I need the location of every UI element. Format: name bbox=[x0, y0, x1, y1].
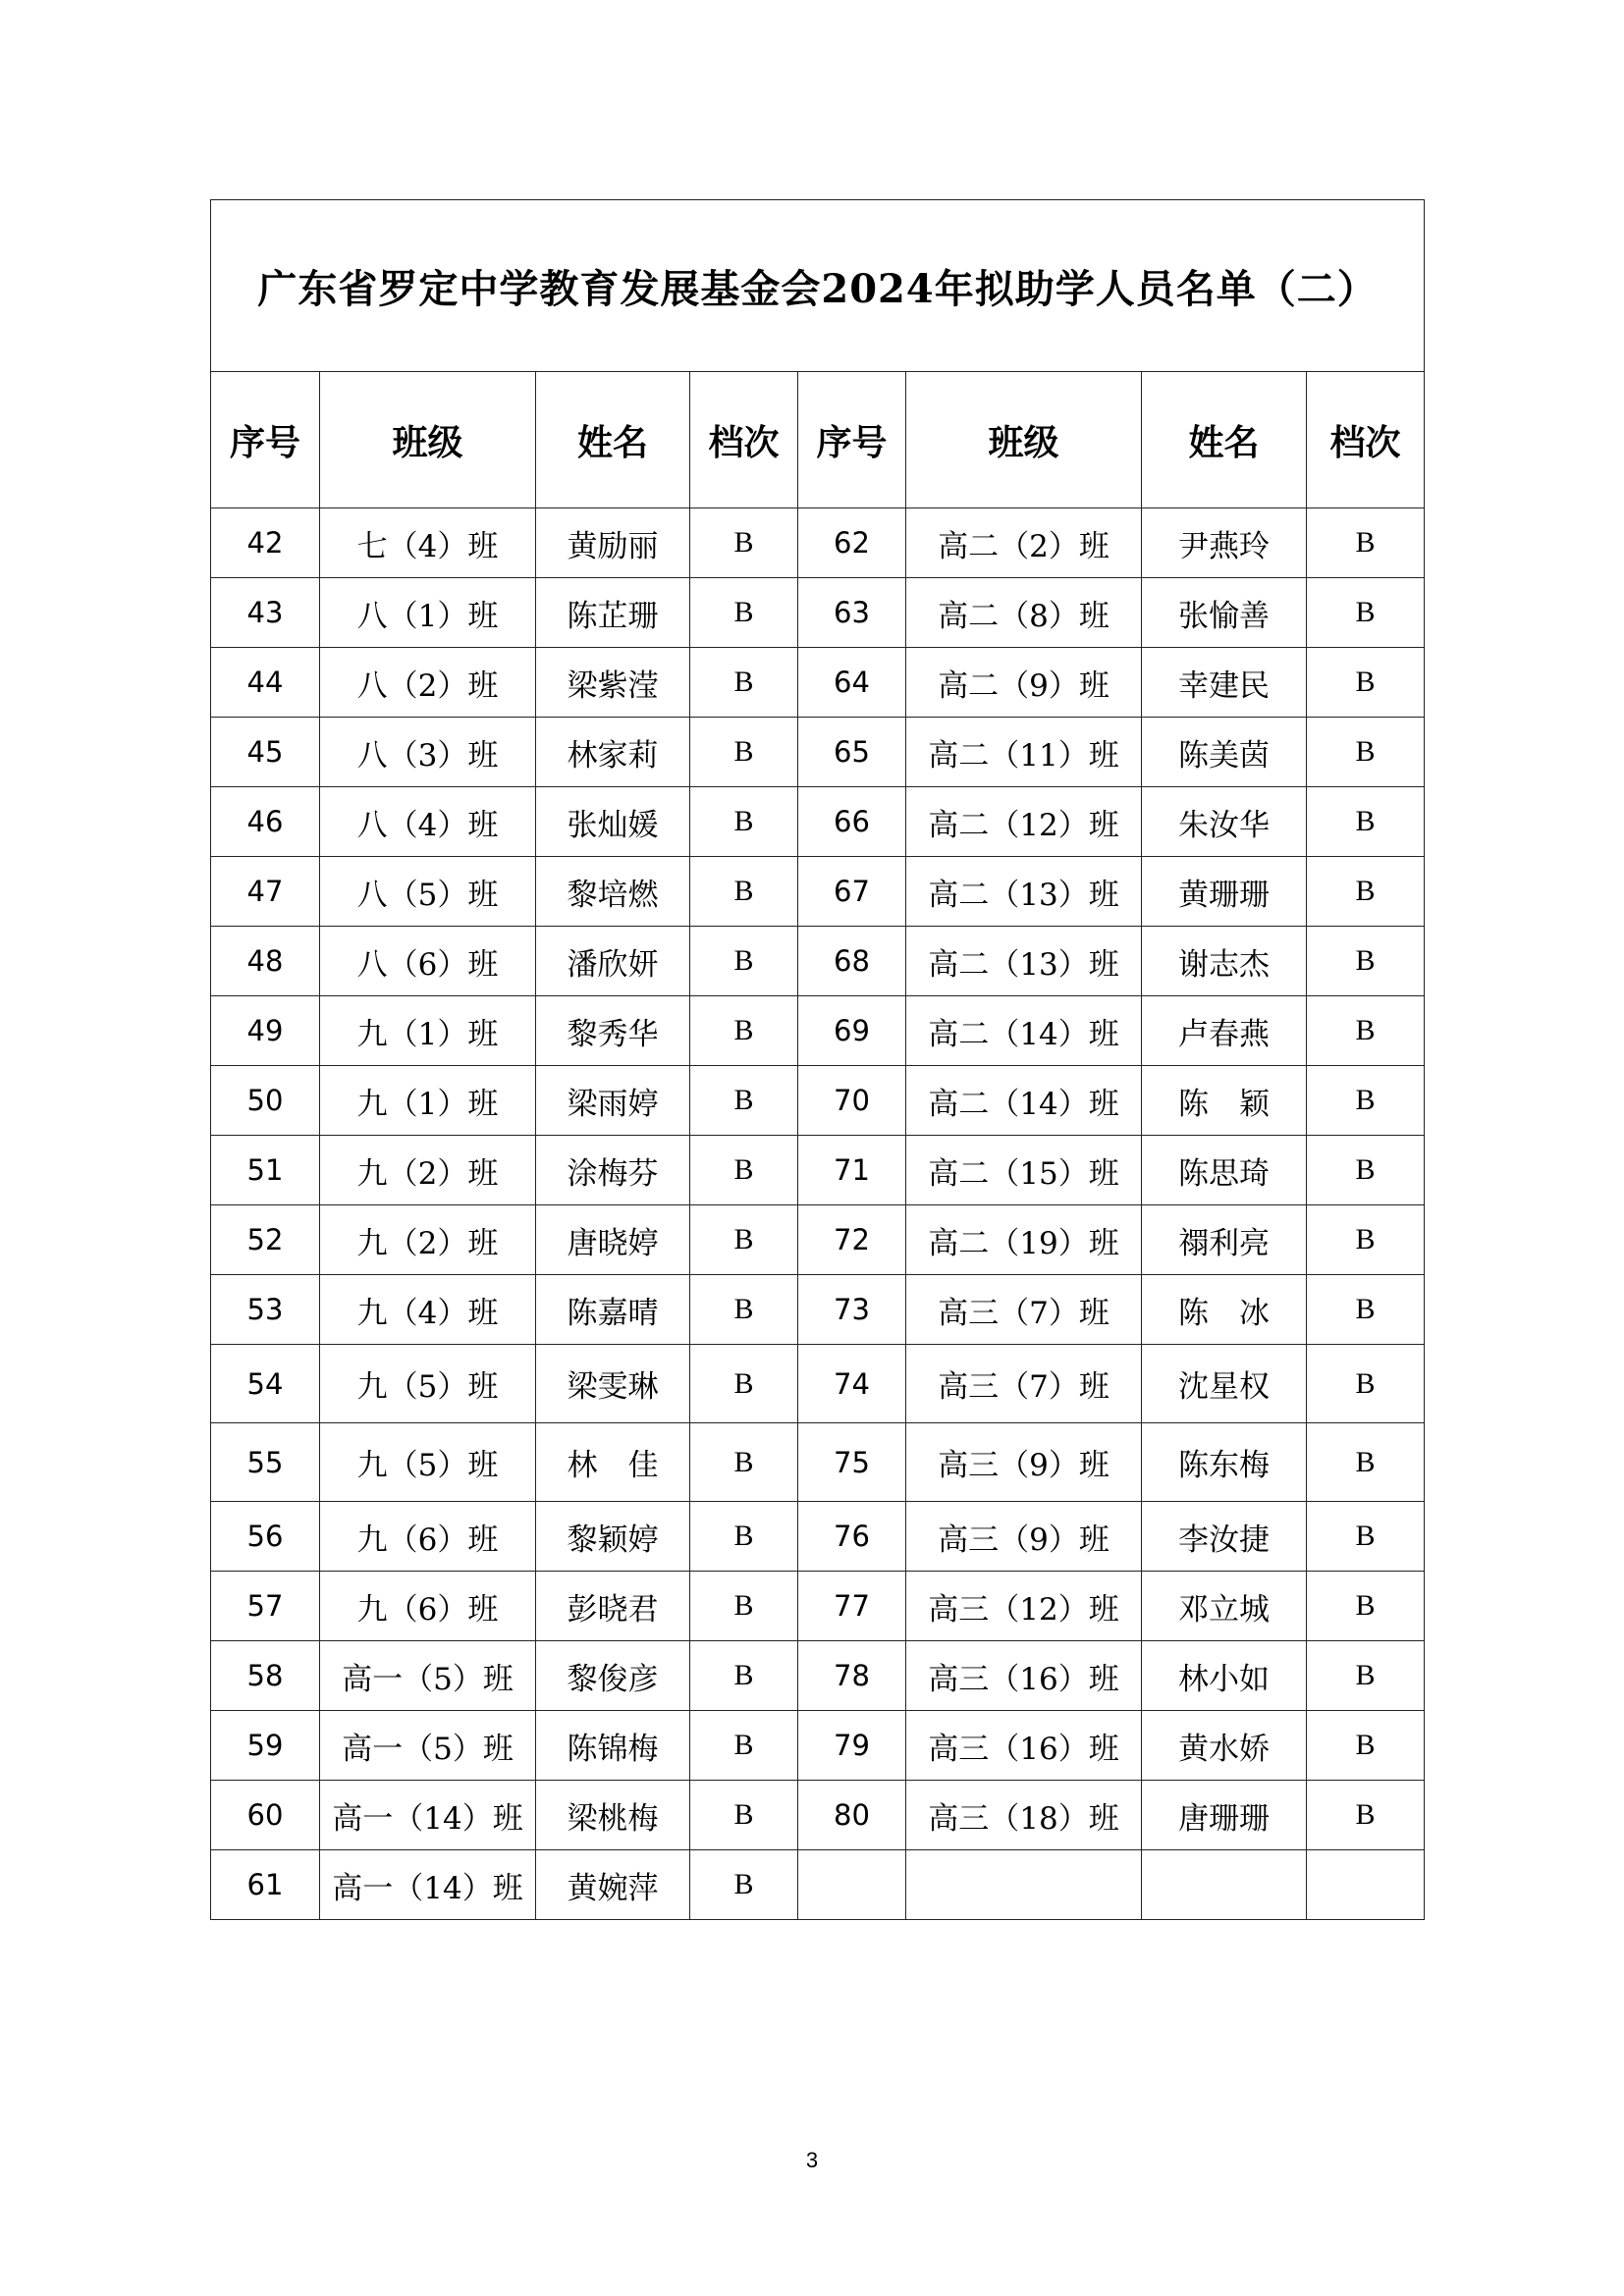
row-class-right: 高二（15）班 bbox=[906, 1136, 1142, 1205]
row-index-left: 48 bbox=[211, 927, 320, 996]
row-index-right: 69 bbox=[798, 996, 906, 1066]
row-index-right: 68 bbox=[798, 927, 906, 996]
row-name-left: 林家莉 bbox=[536, 718, 690, 787]
row-grade-left: B bbox=[690, 1345, 798, 1423]
row-index-left: 56 bbox=[211, 1502, 320, 1572]
row-class-right: 高二（2）班 bbox=[906, 508, 1142, 578]
row-index-left: 53 bbox=[211, 1275, 320, 1345]
row-name-left: 涂梅芬 bbox=[536, 1136, 690, 1205]
header-index-left: 序号 bbox=[211, 372, 320, 508]
row-class-left: 九（5）班 bbox=[320, 1345, 536, 1423]
row-class-right: 高二（11）班 bbox=[906, 718, 1142, 787]
row-grade-left: B bbox=[690, 787, 798, 857]
row-class-left: 九（2）班 bbox=[320, 1205, 536, 1275]
roster-body bbox=[211, 508, 1425, 1920]
roster-table bbox=[210, 199, 1425, 1920]
row-grade-left: B bbox=[690, 1275, 798, 1345]
row-class-right: 高三（7）班 bbox=[906, 1275, 1142, 1345]
row-grade-right: B bbox=[1307, 648, 1425, 718]
row-class-right: 高三（16）班 bbox=[906, 1641, 1142, 1711]
row-grade-right bbox=[1307, 1850, 1425, 1920]
page-number: 3 bbox=[805, 2148, 819, 2172]
row-name-left: 梁雨婷 bbox=[536, 1066, 690, 1136]
row-grade-left: B bbox=[690, 1850, 798, 1920]
row-name-left: 彭晓君 bbox=[536, 1572, 690, 1641]
table-row bbox=[211, 1711, 1425, 1781]
row-name-right: 谢志杰 bbox=[1142, 927, 1307, 996]
table-row bbox=[211, 1205, 1425, 1275]
row-grade-right: B bbox=[1307, 1066, 1425, 1136]
row-index-right: 70 bbox=[798, 1066, 906, 1136]
table-row bbox=[211, 648, 1425, 718]
row-grade-left: B bbox=[690, 1641, 798, 1711]
row-class-left: 九（5）班 bbox=[320, 1423, 536, 1502]
row-index-left: 57 bbox=[211, 1572, 320, 1641]
row-name-left: 陈嘉晴 bbox=[536, 1275, 690, 1345]
row-class-right: 高三（12）班 bbox=[906, 1572, 1142, 1641]
row-grade-right: B bbox=[1307, 1781, 1425, 1850]
row-grade-right: B bbox=[1307, 1711, 1425, 1781]
header-name-left: 姓名 bbox=[536, 372, 690, 508]
row-class-left: 九（6）班 bbox=[320, 1572, 536, 1641]
row-index-right: 76 bbox=[798, 1502, 906, 1572]
row-index-right: 75 bbox=[798, 1423, 906, 1502]
row-name-right: 卢春燕 bbox=[1142, 996, 1307, 1066]
row-class-right: 高二（8）班 bbox=[906, 578, 1142, 648]
row-class-right: 高二（14）班 bbox=[906, 1066, 1142, 1136]
row-class-left: 七（4）班 bbox=[320, 508, 536, 578]
row-grade-right: B bbox=[1307, 1136, 1425, 1205]
row-class-right: 高二（19）班 bbox=[906, 1205, 1142, 1275]
row-name-right: 邓立城 bbox=[1142, 1572, 1307, 1641]
row-name-left: 梁雯琳 bbox=[536, 1345, 690, 1423]
row-name-left: 唐晓婷 bbox=[536, 1205, 690, 1275]
table-row bbox=[211, 1850, 1425, 1920]
header-row bbox=[211, 372, 1425, 508]
row-index-right: 65 bbox=[798, 718, 906, 787]
row-index-left: 58 bbox=[211, 1641, 320, 1711]
row-grade-right: B bbox=[1307, 1423, 1425, 1502]
row-grade-right: B bbox=[1307, 718, 1425, 787]
header-grade-right: 档次 bbox=[1307, 372, 1425, 508]
roster-sheet bbox=[210, 199, 1424, 1920]
row-class-right: 高三（18）班 bbox=[906, 1781, 1142, 1850]
row-name-right: 黄水娇 bbox=[1142, 1711, 1307, 1781]
row-grade-left: B bbox=[690, 1711, 798, 1781]
table-row bbox=[211, 718, 1425, 787]
row-grade-left: B bbox=[690, 1502, 798, 1572]
row-grade-left: B bbox=[690, 1205, 798, 1275]
row-name-right: 幸建民 bbox=[1142, 648, 1307, 718]
row-name-left: 潘欣妍 bbox=[536, 927, 690, 996]
row-index-left: 61 bbox=[211, 1850, 320, 1920]
row-class-left: 九（4）班 bbox=[320, 1275, 536, 1345]
row-class-right: 高二（13）班 bbox=[906, 927, 1142, 996]
row-name-left: 黎俊彦 bbox=[536, 1641, 690, 1711]
row-name-right: 禤利亮 bbox=[1142, 1205, 1307, 1275]
row-grade-right: B bbox=[1307, 1275, 1425, 1345]
row-grade-right: B bbox=[1307, 578, 1425, 648]
row-index-left: 44 bbox=[211, 648, 320, 718]
row-name-left: 黄婉萍 bbox=[536, 1850, 690, 1920]
row-class-right: 高三（9）班 bbox=[906, 1423, 1142, 1502]
row-class-left: 高一（14）班 bbox=[320, 1781, 536, 1850]
row-index-right: 72 bbox=[798, 1205, 906, 1275]
row-name-left: 黎培燃 bbox=[536, 857, 690, 927]
row-name-left: 梁紫滢 bbox=[536, 648, 690, 718]
row-index-right: 77 bbox=[798, 1572, 906, 1641]
row-class-right: 高二（14）班 bbox=[906, 996, 1142, 1066]
row-grade-left: B bbox=[690, 996, 798, 1066]
table-row bbox=[211, 578, 1425, 648]
table-row bbox=[211, 1641, 1425, 1711]
row-class-right: 高二（12）班 bbox=[906, 787, 1142, 857]
row-name-left: 黎颖婷 bbox=[536, 1502, 690, 1572]
row-grade-left: B bbox=[690, 648, 798, 718]
row-name-right: 朱汝华 bbox=[1142, 787, 1307, 857]
row-index-left: 50 bbox=[211, 1066, 320, 1136]
row-grade-right: B bbox=[1307, 787, 1425, 857]
table-row bbox=[211, 1136, 1425, 1205]
row-index-right bbox=[798, 1850, 906, 1920]
row-index-left: 42 bbox=[211, 508, 320, 578]
row-name-right: 李汝捷 bbox=[1142, 1502, 1307, 1572]
table-row bbox=[211, 508, 1425, 578]
row-class-left: 八（6）班 bbox=[320, 927, 536, 996]
row-class-left: 八（1）班 bbox=[320, 578, 536, 648]
row-class-left: 高一（5）班 bbox=[320, 1711, 536, 1781]
row-index-left: 49 bbox=[211, 996, 320, 1066]
row-index-left: 46 bbox=[211, 787, 320, 857]
row-grade-left: B bbox=[690, 578, 798, 648]
table-row bbox=[211, 1345, 1425, 1423]
row-index-left: 60 bbox=[211, 1781, 320, 1850]
row-name-left: 黎秀华 bbox=[536, 996, 690, 1066]
row-class-left: 九（6）班 bbox=[320, 1502, 536, 1572]
table-row bbox=[211, 996, 1425, 1066]
row-name-left: 梁桃梅 bbox=[536, 1781, 690, 1850]
table-row bbox=[211, 1502, 1425, 1572]
row-grade-left: B bbox=[690, 718, 798, 787]
row-index-left: 47 bbox=[211, 857, 320, 927]
row-index-right: 78 bbox=[798, 1641, 906, 1711]
header-index-right: 序号 bbox=[798, 372, 906, 508]
row-class-right: 高二（13）班 bbox=[906, 857, 1142, 927]
table-row bbox=[211, 1572, 1425, 1641]
row-class-left: 八（5）班 bbox=[320, 857, 536, 927]
row-name-right: 陈 颖 bbox=[1142, 1066, 1307, 1136]
row-grade-left: B bbox=[690, 1136, 798, 1205]
row-grade-left: B bbox=[690, 1423, 798, 1502]
table-row bbox=[211, 1423, 1425, 1502]
row-class-right bbox=[906, 1850, 1142, 1920]
table-row bbox=[211, 1275, 1425, 1345]
row-index-left: 43 bbox=[211, 578, 320, 648]
row-class-left: 八（2）班 bbox=[320, 648, 536, 718]
row-class-left: 八（4）班 bbox=[320, 787, 536, 857]
row-grade-right: B bbox=[1307, 1502, 1425, 1572]
row-index-right: 74 bbox=[798, 1345, 906, 1423]
header-name-right: 姓名 bbox=[1142, 372, 1307, 508]
row-grade-left: B bbox=[690, 1066, 798, 1136]
row-name-right: 陈思琦 bbox=[1142, 1136, 1307, 1205]
row-index-right: 63 bbox=[798, 578, 906, 648]
row-grade-left: B bbox=[690, 927, 798, 996]
table-row bbox=[211, 1781, 1425, 1850]
row-grade-right: B bbox=[1307, 1572, 1425, 1641]
row-grade-right: B bbox=[1307, 1205, 1425, 1275]
row-class-left: 九（1）班 bbox=[320, 1066, 536, 1136]
row-name-right: 陈东梅 bbox=[1142, 1423, 1307, 1502]
row-class-left: 高一（5）班 bbox=[320, 1641, 536, 1711]
row-name-right: 黄珊珊 bbox=[1142, 857, 1307, 927]
row-index-right: 79 bbox=[798, 1711, 906, 1781]
row-index-right: 73 bbox=[798, 1275, 906, 1345]
row-index-right: 62 bbox=[798, 508, 906, 578]
table-row bbox=[211, 927, 1425, 996]
row-name-right: 沈星权 bbox=[1142, 1345, 1307, 1423]
row-class-left: 九（2）班 bbox=[320, 1136, 536, 1205]
row-index-right: 64 bbox=[798, 648, 906, 718]
row-name-left: 黄励丽 bbox=[536, 508, 690, 578]
row-index-left: 55 bbox=[211, 1423, 320, 1502]
header-class-right: 班级 bbox=[906, 372, 1142, 508]
row-index-right: 71 bbox=[798, 1136, 906, 1205]
row-class-left: 八（3）班 bbox=[320, 718, 536, 787]
row-grade-right: B bbox=[1307, 927, 1425, 996]
row-name-right: 张愉善 bbox=[1142, 578, 1307, 648]
table-row bbox=[211, 787, 1425, 857]
row-name-right: 陈美茵 bbox=[1142, 718, 1307, 787]
row-grade-left: B bbox=[690, 857, 798, 927]
row-name-right: 唐珊珊 bbox=[1142, 1781, 1307, 1850]
row-index-right: 66 bbox=[798, 787, 906, 857]
row-index-right: 67 bbox=[798, 857, 906, 927]
header-class-left: 班级 bbox=[320, 372, 536, 508]
row-name-left: 陈芷珊 bbox=[536, 578, 690, 648]
row-class-right: 高二（9）班 bbox=[906, 648, 1142, 718]
row-index-left: 45 bbox=[211, 718, 320, 787]
row-class-left: 高一（14）班 bbox=[320, 1850, 536, 1920]
table-row bbox=[211, 857, 1425, 927]
row-class-right: 高三（7）班 bbox=[906, 1345, 1142, 1423]
row-index-left: 51 bbox=[211, 1136, 320, 1205]
row-grade-right: B bbox=[1307, 1345, 1425, 1423]
row-grade-right: B bbox=[1307, 1641, 1425, 1711]
row-name-right: 陈 冰 bbox=[1142, 1275, 1307, 1345]
row-class-right: 高三（16）班 bbox=[906, 1711, 1142, 1781]
row-grade-right: B bbox=[1307, 857, 1425, 927]
row-class-left: 九（1）班 bbox=[320, 996, 536, 1066]
row-index-left: 54 bbox=[211, 1345, 320, 1423]
row-class-right: 高三（9）班 bbox=[906, 1502, 1142, 1572]
row-index-left: 59 bbox=[211, 1711, 320, 1781]
row-name-right bbox=[1142, 1850, 1307, 1920]
table-row bbox=[211, 1066, 1425, 1136]
document-title: 广东省罗定中学教育发展基金会2024年拟助学人员名单（二） bbox=[211, 200, 1425, 372]
row-name-right: 林小如 bbox=[1142, 1641, 1307, 1711]
header-grade-left: 档次 bbox=[690, 372, 798, 508]
row-grade-right: B bbox=[1307, 508, 1425, 578]
row-grade-right: B bbox=[1307, 996, 1425, 1066]
row-grade-left: B bbox=[690, 1781, 798, 1850]
row-name-left: 林 佳 bbox=[536, 1423, 690, 1502]
row-index-right: 80 bbox=[798, 1781, 906, 1850]
row-index-left: 52 bbox=[211, 1205, 320, 1275]
row-grade-left: B bbox=[690, 1572, 798, 1641]
row-name-left: 张灿媛 bbox=[536, 787, 690, 857]
row-grade-left: B bbox=[690, 508, 798, 578]
row-name-right: 尹燕玲 bbox=[1142, 508, 1307, 578]
row-name-left: 陈锦梅 bbox=[536, 1711, 690, 1781]
